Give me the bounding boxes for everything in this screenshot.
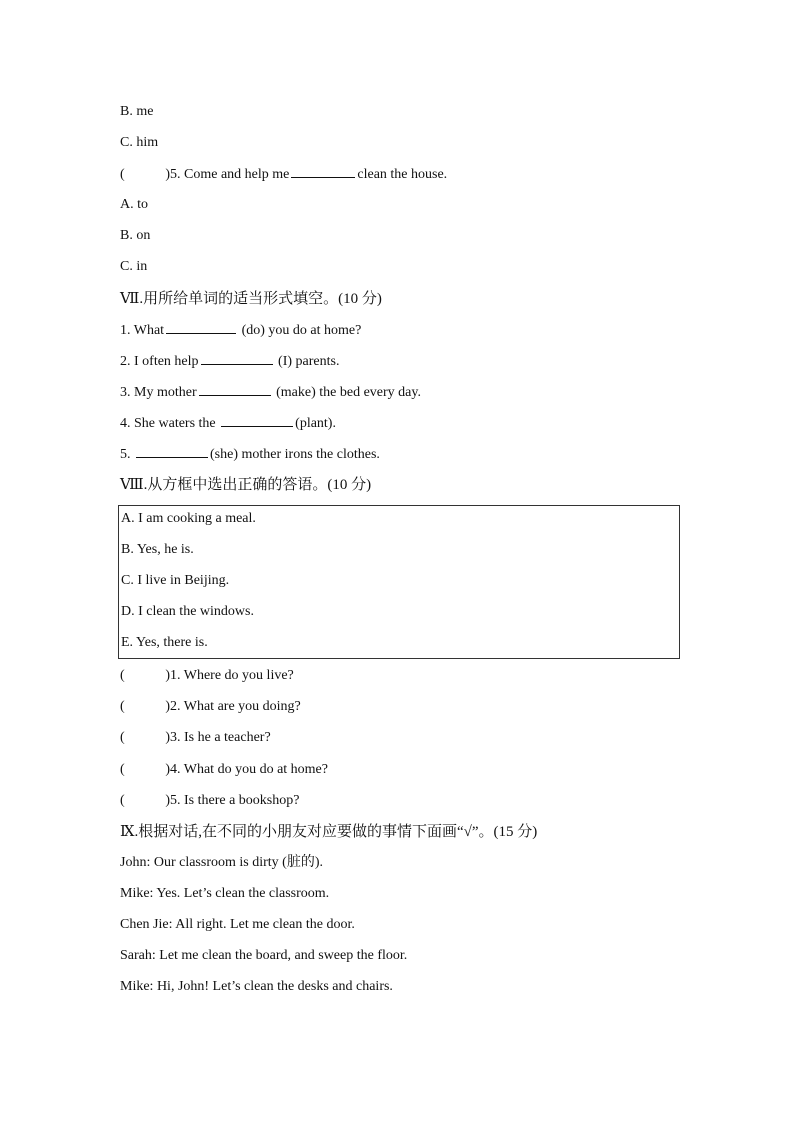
match-question-5: ( ) 5. Is there a bookshop?	[120, 790, 680, 821]
match-question-1: ( ) 1. Where do you live?	[120, 665, 680, 696]
option-a-to: A. to	[120, 197, 148, 213]
option-b-on: B. on	[120, 228, 151, 244]
answer-blank[interactable]	[166, 319, 236, 334]
answer-blank[interactable]	[201, 350, 273, 365]
box-option-e: E. Yes, there is.	[121, 635, 208, 651]
dialogue-line-3: Chen Jie: All right. Let me clean the door.	[120, 916, 355, 932]
worksheet-content	[120, 101, 680, 1007]
answer-parentheses[interactable]: ( )	[120, 668, 170, 684]
dialogue-line-5: Mike: Hi, John! Let’s clean the desks and chairs.	[120, 979, 393, 995]
dialogue-line-2: Mike: Yes. Let’s clean the classroom.	[120, 885, 330, 901]
match-question-3: ( ) 3. Is he a teacher?	[120, 727, 680, 758]
dialogue-line-4: Sarah: Let me clean the board, and sweep the floor.	[120, 948, 408, 964]
fill-item-4: 4. She waters the (plant).	[120, 412, 680, 443]
box-option-a: A. I am cooking a meal.	[121, 511, 256, 527]
fill-item-5: 5. (she) mother irons the clothes.	[120, 443, 680, 474]
option-c-him: C. him	[120, 135, 159, 151]
box-option-c: C. I live in Beijing.	[121, 573, 230, 589]
match-question-4: ( ) 4. What do you do at home?	[120, 759, 680, 790]
answer-parentheses[interactable]: ( )	[120, 730, 170, 746]
box-option-b: B. Yes, he is.	[121, 542, 194, 558]
box-option-d: D. I clean the windows.	[121, 604, 254, 620]
option-c-in: C. in	[120, 259, 148, 275]
answer-blank[interactable]	[136, 443, 208, 458]
fill-item-1: 1. What (do) you do at home?	[120, 319, 680, 350]
answer-blank[interactable]	[221, 412, 293, 427]
answer-parentheses[interactable]: ( )	[120, 699, 170, 715]
answer-parentheses[interactable]: ( )	[120, 792, 170, 808]
option-b-me: B. me	[120, 104, 154, 119]
answer-options-box	[118, 505, 680, 659]
answer-blank[interactable]	[199, 381, 271, 396]
question-5-come-and-help: ( ) 5. Come and help me clean the house.	[120, 163, 680, 194]
match-question-2: ( ) 2. What are you doing?	[120, 696, 680, 727]
answer-blank[interactable]	[291, 163, 355, 178]
answer-parentheses[interactable]: ( )	[120, 761, 170, 777]
fill-item-3: 3. My mother (make) the bed every day.	[120, 381, 680, 412]
dialogue-line-1: John: Our classroom is dirty (脏的).	[120, 854, 323, 870]
fill-item-2: 2. I often help (I) parents.	[120, 350, 680, 381]
section-9-title: Ⅸ.根据对话,在不同的小朋友对应要做的事情下面画“√”。(15 分)	[120, 823, 538, 840]
section-7-title: Ⅶ.用所给单词的适当形式填空。(10 分)	[120, 290, 382, 307]
section-8-title: Ⅷ.从方框中选出正确的答语。(10 分)	[120, 477, 372, 494]
answer-parentheses[interactable]: ( )	[120, 167, 170, 183]
